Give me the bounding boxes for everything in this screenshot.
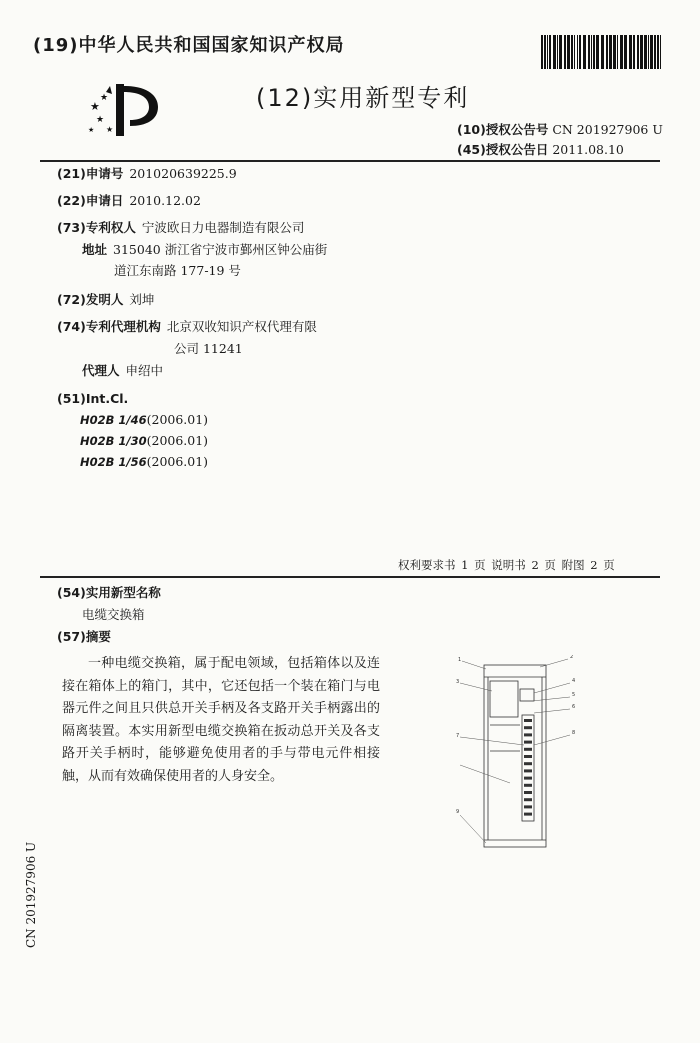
section-divider <box>40 576 660 578</box>
application-number-label: (21)申请号 <box>57 166 124 181</box>
address-line2: 道江东南路 177-19 号 <box>114 263 241 278</box>
branch-switch-slot <box>524 769 532 772</box>
patentee-value: 宁波欧日力电器制造有限公司 <box>141 220 305 235</box>
agent <box>82 363 163 379</box>
branch-switch-slot <box>524 805 532 808</box>
branch-switch-slot <box>524 791 532 794</box>
figure-callout-label: 8 <box>572 730 576 736</box>
pub-number-label: (10)授权公告号 <box>457 122 549 137</box>
page-counts: 权利要求书 1 页 说明书 2 页 附图 2 页 <box>398 558 615 572</box>
pub-number-value: CN 201927906 U <box>552 122 663 137</box>
pub-number-row <box>457 120 663 138</box>
agency <box>57 319 317 335</box>
ipc-date: (2006.01) <box>146 433 209 448</box>
inventor <box>57 292 154 308</box>
pub-date-row <box>457 140 624 158</box>
ipc-item <box>80 412 208 427</box>
utility-name-label <box>57 585 167 601</box>
branch-switch-slot <box>524 719 532 722</box>
application-number-value: 201020639225.9 <box>129 166 237 181</box>
ipc-code: H02B 1/56 <box>80 455 147 469</box>
office-logo <box>86 80 166 140</box>
inventor-value: 刘坤 <box>129 292 155 307</box>
figure-callout-label: 9 <box>456 809 460 815</box>
patent-office-name: (19)中华人民共和国国家知识产权局 <box>33 35 345 56</box>
inventor-label: (72)发明人 <box>57 292 124 307</box>
main-switch-window <box>520 689 534 701</box>
patentee-label: (73)专利权人 <box>57 220 136 235</box>
svg-text:★: ★ <box>100 93 109 103</box>
ipc-code: H02B 1/30 <box>80 434 147 448</box>
agent-value: 申绍中 <box>125 363 164 378</box>
abstract-figure <box>450 655 580 855</box>
ipc-date: (2006.01) <box>146 454 209 469</box>
figure-callout-label: 6 <box>572 704 576 710</box>
application-date <box>57 193 201 209</box>
pub-date-label: (45)授权公告日 <box>457 142 549 157</box>
branch-switch-slot <box>524 733 532 736</box>
branch-switch-window <box>522 715 534 821</box>
address <box>82 242 327 258</box>
branch-switch-slot <box>524 784 532 787</box>
abstract-label <box>57 629 117 645</box>
address-line1: 315040 浙江省宁波市鄞州区钟公庙街 <box>113 242 328 257</box>
branch-switch-slot <box>524 748 532 751</box>
branch-switch-slot <box>524 762 532 765</box>
branch-switch-slot <box>524 726 532 729</box>
figure-callout-label: 4 <box>572 678 576 684</box>
pub-date-value: 2011.08.10 <box>552 142 624 157</box>
int-cl-label-text: (51)Int.Cl. <box>57 391 129 406</box>
ipc-date: (2006.01) <box>146 412 209 427</box>
side-publication-code: CN 201927906 U <box>24 841 38 948</box>
utility-name-value: 电缆交换箱 <box>82 607 145 622</box>
figure-callout-label: 7 <box>456 733 460 739</box>
figure-callout-label: 5 <box>572 692 576 698</box>
branch-switch-slot <box>524 755 532 758</box>
address-label: 地址 <box>82 242 108 257</box>
application-number <box>57 166 237 182</box>
figure-callout-label: 3 <box>456 679 460 685</box>
agency-line1: 北京双收知识产权代理有限 <box>166 319 317 334</box>
ipc-code: H02B 1/46 <box>80 413 147 427</box>
figure-callout-label: 1 <box>458 657 462 663</box>
branch-switch-slot <box>524 798 532 801</box>
abstract-text: 一种电缆交换箱，属于配电领域，包括箱体以及连接在箱体上的箱门，其中，它还包括一个装在箱门与电器元件之间且只供总开关手柄及各支路开关手柄露出的隔离装置。本实用新型电缆交换箱在扳动总开关及各支路开关手柄时，能够避免使用者的手与带电元件相接触，从而有效确保使用者的人身安全。 <box>62 656 380 784</box>
svg-text:★: ★ <box>96 115 105 125</box>
agency-line2: 公司 11241 <box>174 341 243 356</box>
int-cl-label <box>57 391 134 407</box>
ipc-item <box>80 433 208 448</box>
abstract-label-text: (57)摘要 <box>57 629 111 644</box>
application-date-value: 2010.12.02 <box>129 193 201 208</box>
header-divider <box>40 160 660 162</box>
branch-switch-slot <box>524 741 532 744</box>
agency-label: (74)专利代理机构 <box>57 319 161 334</box>
barcode <box>541 35 663 73</box>
figure-callout-label: 2 <box>570 655 574 660</box>
svg-text:★: ★ <box>90 100 100 113</box>
branch-switch-slot <box>524 813 532 816</box>
application-date-label: (22)申请日 <box>57 193 124 208</box>
utility-name-label-text: (54)实用新型名称 <box>57 585 161 600</box>
patentee <box>57 220 304 236</box>
branch-switch-slot <box>524 777 532 780</box>
agent-label: 代理人 <box>82 363 120 378</box>
document-type-title: (12)实用新型专利 <box>256 84 470 112</box>
ipc-item <box>80 454 208 469</box>
svg-text:★: ★ <box>88 126 95 134</box>
svg-text:★: ★ <box>106 125 114 134</box>
